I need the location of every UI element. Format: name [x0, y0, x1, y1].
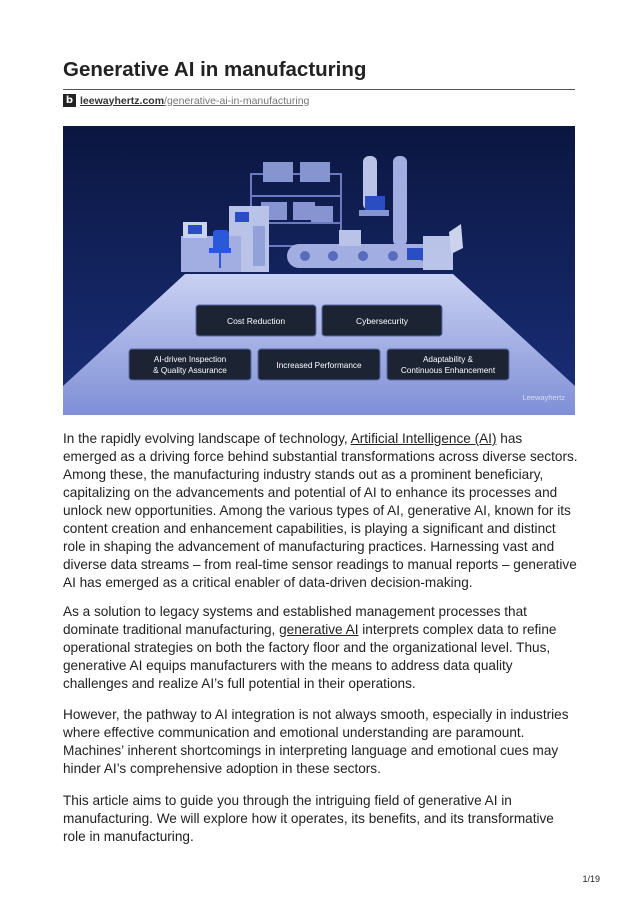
paragraph-legacy-systems: As a solution to legacy systems and established management processes that dominate traditional manufacturing, generative AI interprets complex data to refine operational strategies on both the factory floor and the organizational level. Thus, generative AI equips manufacturers with the means to address data quality challenges and realize AI’s full potential in their operations. [63, 604, 557, 691]
page-number: 1/19 [582, 874, 600, 884]
paragraph-challenges: However, the pathway to AI integration is not always smooth, especially in industries where effective communication and emotional understanding are paramount. Machines’ inherent shortcomings in interpreting language and emotional cues may hinder AI’s comprehensive adoption in these sectors. [63, 707, 569, 776]
benefit-label: Adaptability & [422, 355, 474, 364]
page-title: Generative AI in manufacturing [63, 58, 367, 81]
benefit-label: Increased Performance [276, 361, 362, 370]
paragraph-intro: In the rapidly evolving landscape of technology, Artificial Intelligence (AI) has emerged as a driving force behind substantial transformations across diverse sectors. Among these, the manufacturing industry stands out as a prominent beneficiary, capitalizing on the advancements and potential of AI to enhance its processes and unlock new opportunities. Among the various types of AI, generative AI, known for its content creation and enhancement capabilities, is playing a significant and distinct role in shaping the advancement of manufacturing practices. Harnessing vast and diverse data streams – from real-time sensor readings to manual reports – generative AI has emerged as a critical enabler of data-driven decision-making. [63, 431, 578, 590]
chair [213, 230, 229, 250]
robot-arm [393, 156, 407, 246]
link-generative-ai[interactable]: generative AI [279, 622, 359, 637]
benefit-box-cybersecurity [322, 305, 442, 336]
benefit-box-inspection [129, 349, 251, 380]
benefit-label: AI-driven Inspection [153, 355, 227, 364]
benefit-box-performance [258, 349, 380, 380]
benefit-label: Cost Reduction [226, 316, 286, 326]
title-divider [63, 89, 575, 90]
source-path-link[interactable]: /generative-ai-in-manufacturing [164, 94, 310, 107]
site-logo-icon: b [63, 94, 76, 107]
watermark: Leewayhertz [522, 393, 565, 402]
benefit-label: Continuous Enhancement [400, 366, 496, 375]
benefit-label: & Quality Assurance [153, 366, 227, 375]
source-domain-link[interactable]: leewayhertz.com [80, 94, 165, 107]
benefit-label: Cybersecurity [356, 316, 408, 326]
desk [181, 236, 241, 272]
hero-illustration [63, 126, 575, 415]
benefit-box-adaptability [387, 349, 509, 380]
source-line [63, 94, 309, 107]
benefit-box-cost-reduction [196, 305, 316, 336]
paragraph-article-aim: This article aims to guide you through the intriguing field of generative AI in manufacturing. We will explore how it operates, its benefits, and its transformative role in manufacturing. [63, 793, 554, 844]
link-artificial-intelligence[interactable]: Artificial Intelligence (AI) [350, 431, 497, 446]
